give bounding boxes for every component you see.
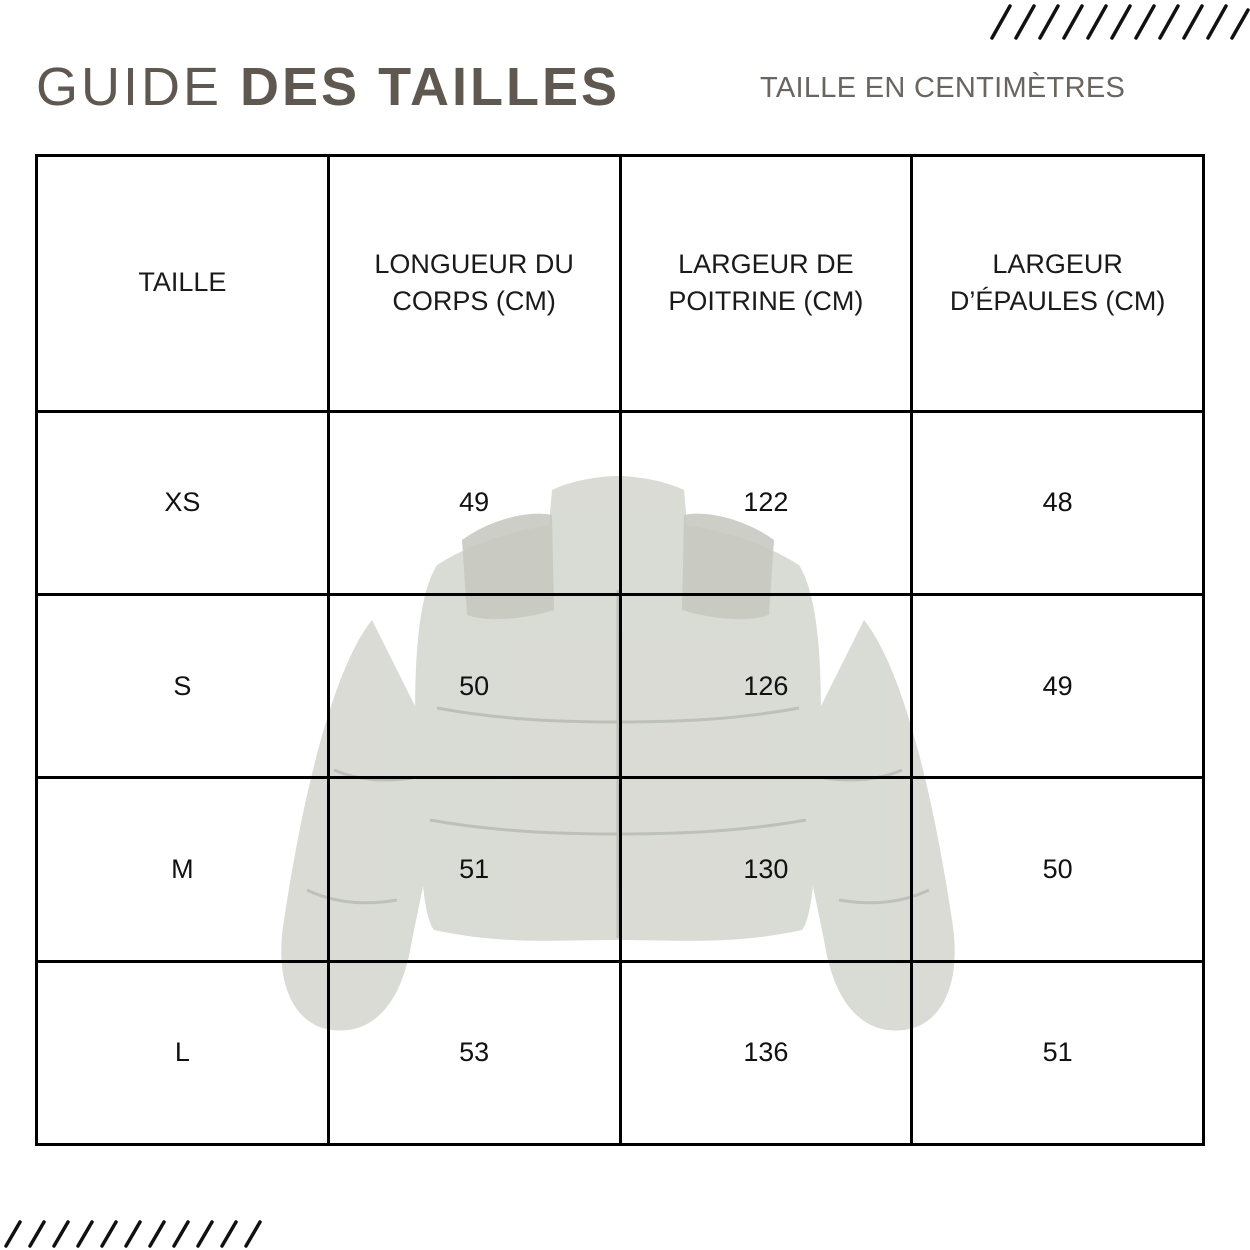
header-shoulder-line1: LARGEUR <box>992 248 1123 279</box>
table-row <box>37 961 1204 1144</box>
cell-chest-width: 130 <box>620 778 912 961</box>
title-bold-part: DES TAILLES <box>240 57 621 117</box>
cell-shoulder-width: 49 <box>912 594 1204 777</box>
table-header-row <box>37 156 1204 412</box>
cell-shoulder-width: 48 <box>912 411 1204 594</box>
cell-size: L <box>37 961 329 1144</box>
header-chest-line2: POITRINE (CM) <box>668 286 864 317</box>
header-cell-chest-width <box>620 156 912 412</box>
cell-body-length: 53 <box>328 961 620 1144</box>
cell-body-length: 49 <box>328 411 620 594</box>
cell-shoulder-width: 50 <box>912 778 1204 961</box>
cell-body-length: 50 <box>328 594 620 777</box>
header-chest-line1: LARGEUR DE <box>678 248 854 279</box>
cell-body-length: 51 <box>328 778 620 961</box>
title-light-part: GUIDE <box>36 57 223 117</box>
header-cell-shoulder-width <box>912 156 1204 412</box>
header-length-line2: CORPS (CM) <box>392 286 556 317</box>
header-shoulder-line2: D’ÉPAULES (CM) <box>949 286 1166 317</box>
header-cell-size <box>37 156 329 412</box>
header-size-line1: TAILLE <box>138 267 227 298</box>
decorative-stripes-bottom <box>0 1216 272 1250</box>
cell-size: M <box>37 778 329 961</box>
header-cell-body-length <box>328 156 620 412</box>
header-length-line1: LONGUEUR DU <box>374 248 574 279</box>
decorative-stripes-top <box>972 0 1250 44</box>
size-table <box>35 154 1205 1146</box>
table-row <box>37 594 1204 777</box>
units-subtitle: TAILLE EN CENTIMÈTRES <box>760 72 1126 104</box>
cell-chest-width: 122 <box>620 411 912 594</box>
table-row <box>37 778 1204 961</box>
cell-size: XS <box>37 411 329 594</box>
cell-chest-width: 136 <box>620 961 912 1144</box>
cell-shoulder-width: 51 <box>912 961 1204 1144</box>
cell-chest-width: 126 <box>620 594 912 777</box>
table-row <box>37 411 1204 594</box>
page-title <box>36 57 621 117</box>
cell-size: S <box>37 594 329 777</box>
